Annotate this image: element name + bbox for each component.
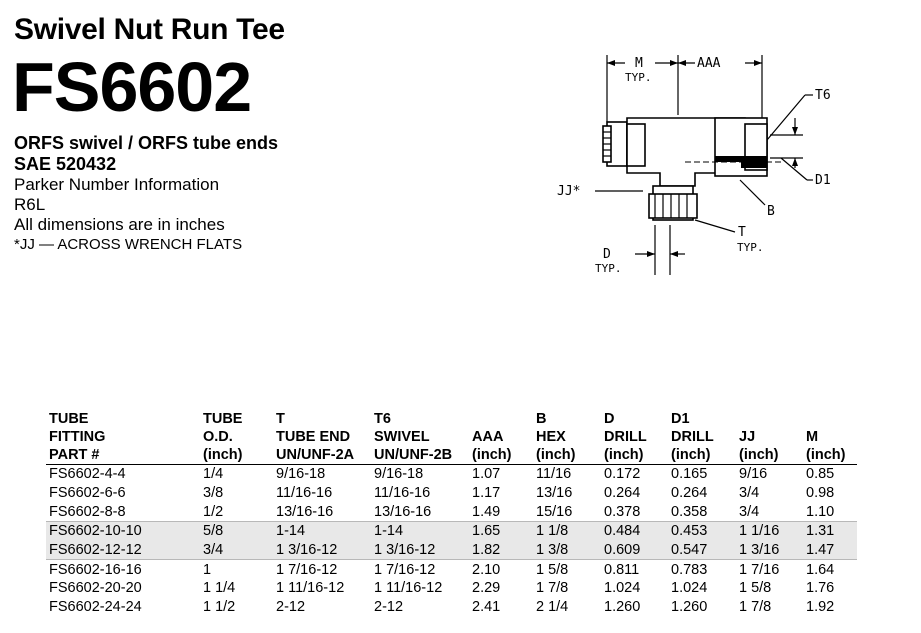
table-cell: 2.10 — [469, 560, 533, 579]
label-b: B — [767, 204, 775, 219]
table-cell: 3/4 — [739, 503, 760, 520]
column-header — [273, 410, 371, 465]
table-cell: 11/16-16 — [276, 485, 333, 502]
table-cell: 0.547 — [671, 542, 708, 559]
table-cell: 9/16-18 — [276, 466, 326, 483]
column-header — [46, 410, 200, 465]
table-cell: 3/8 — [203, 485, 224, 502]
label-d1: D1 — [815, 173, 831, 188]
table-cell: 1.07 — [472, 466, 501, 483]
table-cell: 1 7/16 — [736, 560, 803, 579]
table-cell: 1 5/8 — [739, 580, 772, 597]
table-cell: 0.165 — [671, 466, 708, 483]
table-cell: 0.378 — [604, 503, 641, 520]
table-cell: 1 11/16-12 — [374, 580, 443, 597]
fitting-body — [603, 118, 767, 220]
table-row — [46, 598, 857, 617]
table-cell: FS6602-8-8 — [49, 503, 126, 520]
table-cell: 1 5/8 — [533, 560, 601, 579]
table-cell: 2-12 — [374, 599, 404, 616]
column-header — [469, 410, 533, 465]
table-cell: 1 1/2 — [203, 599, 236, 616]
column-header-line: (inch) — [203, 447, 243, 463]
table-cell: 1.76 — [806, 580, 835, 597]
table-cell: 1 3/16-12 — [276, 542, 338, 559]
label-m-typ: TYP. — [625, 71, 652, 84]
table-cell: 1.260 — [671, 599, 708, 616]
column-header — [371, 410, 469, 465]
column-header-line: DRILL — [671, 429, 714, 445]
column-header — [668, 410, 736, 465]
table-cell: 1 7/8 — [739, 599, 772, 616]
table-cell: 1 7/16-12 — [371, 560, 469, 579]
column-header-line: B — [536, 411, 547, 427]
label-jj: JJ* — [557, 184, 581, 199]
table-cell: 1.17 — [472, 485, 501, 502]
table-cell: 1 7/16-12 — [273, 560, 371, 579]
dimensions-table — [46, 410, 857, 617]
table-body — [46, 465, 857, 617]
table-cell: 1 1/4 — [203, 580, 236, 597]
subtitle-sae: SAE 520432 — [14, 154, 117, 174]
column-header — [803, 410, 857, 465]
table-cell: 13/16-16 — [276, 503, 334, 520]
table-cell: 3/4 — [739, 485, 760, 502]
table-cell: 2.41 — [472, 599, 501, 616]
column-header-line: D — [604, 411, 615, 427]
table-cell: 1 3/16 — [739, 542, 780, 559]
column-header-line: UN/UNF-2A — [276, 447, 355, 463]
column-header-line: TUBE — [49, 411, 89, 427]
table-cell: 1.024 — [671, 580, 708, 597]
column-header-line: (inch) — [604, 447, 644, 463]
table-cell: 1-14 — [273, 522, 371, 541]
footnote: *JJ — ACROSS WRENCH FLATS — [14, 236, 243, 253]
table-cell: 0.783 — [668, 560, 736, 579]
table-cell: FS6602-20-20 — [49, 580, 142, 597]
table-row — [46, 560, 857, 579]
table-cell: 2-12 — [276, 599, 306, 616]
subtitle-ends: ORFS swivel / ORFS tube ends — [14, 133, 279, 153]
column-header-line — [472, 410, 533, 428]
table-cell: 0.98 — [806, 485, 835, 502]
column-header-line: PART # — [49, 447, 100, 463]
column-header-line — [739, 410, 803, 428]
fitting-diagram — [545, 40, 845, 280]
table-cell: FS6602-6-6 — [49, 485, 126, 502]
table-cell: 1 1/8 — [533, 522, 601, 541]
table-cell: 1 11/16-12 — [276, 580, 345, 597]
table-cell: 2 1/4 — [536, 599, 569, 616]
table-cell: 0.85 — [806, 466, 835, 483]
label-t: T — [738, 225, 746, 240]
table-cell: 0.264 — [604, 485, 641, 502]
label-d: D — [603, 247, 611, 262]
table-cell: 1.82 — [472, 542, 501, 559]
table-cell: FS6602-16-16 — [46, 560, 200, 579]
table-cell: 1.65 — [469, 522, 533, 541]
table-row — [46, 579, 857, 598]
product-info — [14, 133, 374, 254]
label-t-typ: TYP. — [737, 241, 764, 254]
table-cell: 1/2 — [203, 503, 224, 520]
column-header-line: (inch) — [671, 447, 711, 463]
label-d-typ: TYP. — [595, 262, 622, 275]
column-header-line: SWIVEL — [374, 429, 430, 445]
column-header-line: HEX — [536, 429, 566, 445]
label-aaa: AAA — [697, 56, 721, 71]
table-cell: 0.264 — [671, 485, 708, 502]
table-cell: 15/16 — [536, 503, 573, 520]
column-header-line: (inch) — [806, 447, 846, 463]
column-header-line: DRILL — [604, 429, 647, 445]
column-header-line: (inch) — [739, 447, 779, 463]
column-header-line: D1 — [671, 411, 690, 427]
part-number-heading: FS6602 — [12, 48, 252, 126]
table-header-row — [46, 410, 857, 465]
table-cell: 1.024 — [604, 580, 641, 597]
column-header-line: UN/UNF-2B — [374, 447, 453, 463]
table-cell: 1/4 — [203, 466, 224, 483]
table-row — [46, 465, 857, 484]
table-cell: 0.453 — [668, 522, 736, 541]
table-cell: FS6602-12-12 — [49, 542, 142, 559]
table-cell: 2.29 — [472, 580, 501, 597]
table-cell: 3/4 — [203, 542, 224, 559]
column-header-line: O.D. — [203, 429, 233, 445]
table-cell: 11/16-16 — [374, 485, 431, 502]
table-cell: 0.484 — [601, 522, 668, 541]
column-header — [601, 410, 668, 465]
table-cell: 1.31 — [803, 522, 857, 541]
page-title: Swivel Nut Run Tee — [14, 13, 285, 46]
table-row — [46, 484, 857, 503]
table-cell: 1.10 — [806, 503, 835, 520]
table-cell: 9/16-18 — [374, 466, 424, 483]
column-header-line: AAA — [472, 429, 504, 445]
table-cell: 0.172 — [604, 466, 641, 483]
column-header-line — [806, 410, 857, 428]
column-header-line: (inch) — [472, 447, 512, 463]
table-cell: 1.49 — [472, 503, 501, 520]
table-cell: 13/16 — [536, 485, 573, 502]
column-header-line: T6 — [374, 411, 391, 427]
table-cell: 5/8 — [200, 522, 273, 541]
parker-code: R6L — [14, 195, 46, 214]
table-cell: FS6602-10-10 — [46, 522, 200, 541]
column-header — [736, 410, 803, 465]
column-header-line: (inch) — [536, 447, 576, 463]
table-row — [46, 522, 857, 541]
table-cell: 1 1/16 — [736, 522, 803, 541]
table-row — [46, 502, 857, 521]
parker-info-label: Parker Number Information — [14, 175, 220, 194]
column-header — [200, 410, 273, 465]
label-t6: T6 — [815, 88, 831, 103]
column-header-line: JJ — [739, 429, 756, 445]
column-header-line: FITTING — [49, 429, 106, 445]
table-cell: 0.609 — [604, 542, 641, 559]
table-cell: FS6602-24-24 — [49, 599, 142, 616]
table-cell: 1.92 — [806, 599, 835, 616]
table-cell: 1.64 — [803, 560, 857, 579]
table-cell: 13/16-16 — [374, 503, 432, 520]
column-header-line: T — [276, 411, 285, 427]
table-row — [46, 541, 857, 560]
table-cell: 1.47 — [806, 542, 835, 559]
table-cell: 11/16 — [536, 466, 572, 483]
table-cell: 1-14 — [371, 522, 469, 541]
table-cell: 1 3/8 — [536, 542, 569, 559]
table-cell: 0.811 — [601, 560, 668, 579]
label-m: M — [635, 56, 643, 71]
table-cell: FS6602-4-4 — [49, 466, 126, 483]
table-cell: 9/16 — [739, 466, 768, 483]
table-cell: 0.358 — [671, 503, 708, 520]
column-header — [533, 410, 601, 465]
column-header-line: M — [806, 429, 819, 445]
table-cell: 1 7/8 — [536, 580, 569, 597]
column-header-line: TUBE — [203, 411, 243, 427]
column-header-line: TUBE END — [276, 429, 351, 445]
table-cell: 1 — [200, 560, 273, 579]
units-note: All dimensions are in inches — [14, 215, 225, 234]
table-cell: 1.260 — [604, 599, 641, 616]
table-cell: 1 3/16-12 — [374, 542, 436, 559]
